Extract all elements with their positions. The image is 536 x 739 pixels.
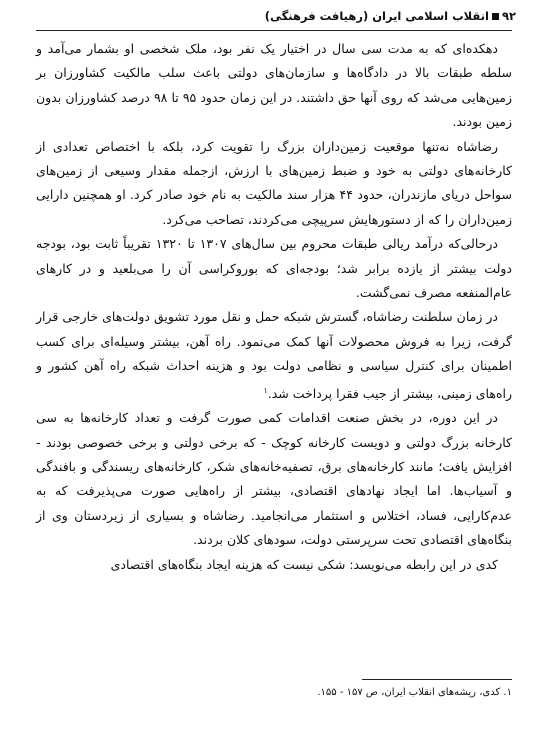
footnote: ۱. کدی، ریشه‌های انقلاب ایران، ص ۱۵۷ - ۱۵۵. — [317, 687, 512, 698]
paragraph-with-footnote — [36, 305, 512, 406]
page-number: ۹۲ — [501, 9, 516, 23]
book-title: انقلاب اسلامی ایران (رهیافت فرهنگی) — [264, 9, 489, 23]
running-header — [20, 9, 516, 27]
paragraph: کدی در این رابطه می‌نویسد: شکی نیست که هزینه ایجاد بنگاه‌های اقتصادی — [110, 556, 498, 572]
paragraph: دهکده‌ای که به مدت سی سال در اختیار یک نفر بود، ملک شخصی او بشمار می‌آمد و سلطه طبقات بالا در دادگاه‌ها و سازمان‌های دولتی باعث سلب مالکیت کشاورزان بر زمین‌هایی می‌شد که روی آنها حق داشتند. در این زمان حدود ۹۵ تا ۹۸ درصد کشاورزان بدون زمین بودند. — [36, 41, 512, 130]
footnote-marker: ۱ — [263, 385, 268, 395]
paragraph: در این دوره، در بخش صنعت اقدامات کمی صورت گرفت و تعداد کارخانه‌ها به سی کارخانه بزرگ دولتی و دویست کارخانه کوچک - که برخی دولتی و برخی خصوصی بودند - افزایش یافت؛ مانند کارخانه‌های برق، تصفیه‌خانه‌های شکر، کارخانه‌های ریسندگی و بافندگی و آسیاب‌ها. اما ایجاد نهادهای اقتصادی، بیشتر از راه‌هایی صورت می‌پذیرفت که به عدم‌کارایی، فساد، اختلاس و استثمار می‌انجامید. رضاشاه و بسیاری از زیردستان وی از بنگاه‌های اقتصادی تحت سرپرستی دولت، سودهای کلان بردند. — [36, 410, 512, 548]
paragraph-text: در زمان سلطنت رضاشاه، گسترش شبکه حمل و نقل مورد تشویق دولت‌های خارجی قرار گرفت، زیرا به فروش محصولات آنها کمک می‌نمود. راه آهن، بیشتر وسیله‌ای برای کسب اطمینان برای کنترل سیاسی و نظامی دولت بود و هزینه احداث شبکه راه آهن کشور و راه‌های زمینی، بیشتر از جیب فقرا پرداخت شد. — [36, 309, 512, 401]
square-bullet-icon — [492, 13, 499, 20]
footnote-rule — [362, 679, 512, 680]
paragraph: رضاشاه نه‌تنها موقعیت زمین‌داران بزرگ را تقویت کرد، بلکه با اختصاص تعدادی از کارخانه‌های دولتی به خود و ضبط زمین‌های با ارزش، ازجمله مقدار وسیعی از زمین‌های سواحل دریای مازندران، حدود ۴۴ هزار سند مالکیت به نام خود صادر کرد. او همچنین دارایی زمین‌داران را که از دستورهایش سرپیچی می‌کردند، تصاحب می‌کرد. — [36, 138, 512, 227]
body-text — [36, 37, 512, 577]
header-rule — [36, 30, 512, 31]
paragraph: درحالی‌که درآمد ریالی طبقات محروم بین سال‌های ۱۳۰۷ تا ۱۳۲۰ تقریباً ثابت بود، بودجه دولت بیشتر از یازده برابر شد؛ بودجه‌ای که بوروکراسی آن را می‌بلعید و در کارهای عام‌المنفعه مصرف نمی‌گشت. — [36, 236, 512, 301]
